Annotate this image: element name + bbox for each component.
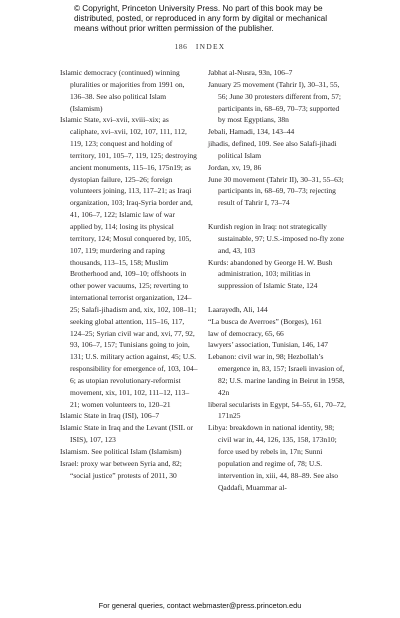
index-column-left	[60, 67, 198, 482]
copyright-line: distributed, posted, or reproduced in any form by digital or mechanical	[74, 14, 328, 24]
index-entry: Libya: breakdown in national identity, 98; civil war in, 44, 126, 135, 158, 173n10; force used by rebels in, 17n; Sunni population and regime of, 78; U.S. intervention in, xiii, 44, 88–89. See also Qaddafi, Muammar al-	[208, 423, 338, 492]
index-entry: Kurdish region in Iraq: not strategically sustainable, 97; U.S.-imposed no-fly zone and, 43, 103	[208, 221, 345, 255]
index-entry: Jabhat al-Nusra, 93n, 106–7	[208, 68, 293, 77]
index-entry: January 25 movement (Tahrir I), 30–31, 55, 56; June 30 protesters different from, 57; participants in, 68–69, 70–73; supported by most Egyptians, 38n	[208, 79, 341, 125]
section-title: INDEX	[195, 42, 226, 51]
index-entry: Jordan, xv, 19, 86	[208, 162, 262, 172]
letter-group-gap	[208, 292, 346, 304]
index-entry: Jebali, Hamadi, 134, 143–44	[208, 127, 295, 137]
index-entry: lawyers’ association, Tunisian, 146, 147	[208, 340, 329, 350]
letter-group-gap	[208, 209, 346, 221]
index-entry: liberal secularists in Egypt, 54–55, 61, 70–72, 171n25	[208, 399, 346, 421]
running-head	[0, 42, 400, 51]
index-entry: jihadis, defined, 109. See also Salafi-jihadi political Islam	[208, 139, 337, 160]
index-entry: Islamic State in Iraq (ISI), 106–7	[60, 411, 160, 421]
index-column-right	[208, 67, 346, 493]
index-entry: Islamic State, xvi–xvii, xviii–xix; as caliphate, xvi–xvii, 102, 107, 111, 112, 119, 123; conquest and holding of territory, 101, 105–7, 119, 125; destroying ancient monuments, 115–16, 175n19; as dystopian failure, 125–26; foreign volunteers joining, 113, 117–21; as Iraqi organization, 103; Iraq-Syria border and, 41, 106–7, 122; Islamic law of war applied by, 114; losing its physical territory, 124; Mosul conquered by, 105, 107, 119; murdering and raping thousands, 113–15, 158; Muslim Brotherhood and, 109–10; offshoots in other power vacuums, 125; reverting to international terrorist organization, 124–25; Salafi-jihadism and, xix, 102, 108–11; seeking global attention, 115–16, 117, 124–25; Syrian civil war and, xvi, 77, 92, 93, 106–7, 157; Tunisians going to join, 131; U.S. military action against, 45; U.S. responsibility for emergence of, 103, 104–6; as utopian revolutionary-reformist movement, xix, 101, 102, 111–12, 113–21; women volunteers to, 120–21	[60, 115, 198, 409]
index-entry: Israel: proxy war between Syria and, 82; “social justice” protests of 2011, 30	[60, 458, 182, 480]
index-entry: Islamism. See political Islam (Islamism)	[60, 447, 182, 456]
index-entry: June 30 movement (Tahrir II), 30–31, 55–63; participants in, 68–69, 70–73; rejecting result of Tahrir I, 73–74	[208, 174, 344, 208]
index-entry: Islamic State in Iraq and the Levant (ISIL or ISIS), 107, 123	[60, 423, 194, 445]
index-entry: Laarayedh, Ali, 144	[208, 304, 268, 314]
page-number: 186	[174, 42, 188, 51]
copyright-notice	[74, 4, 374, 35]
copyright-line: © Copyright, Princeton University Press. No part of this book may be	[74, 4, 323, 13]
index-entry: Islamic democracy (continued) winning pluralities or majorities from 1991 on, 136–38. See also political Islam (Islamism)	[60, 68, 185, 113]
index-entry: Lebanon: civil war in, 98; Hezbollah’s emergence in, 83, 157; Israeli invasion of, 82; U.S. marine landing in Beirut in 1958, 42n	[208, 352, 345, 397]
index-entry: law of democracy, 65, 66	[208, 328, 284, 338]
footer-contact: For general queries, contact webmaster@press.princeton.edu	[98, 601, 302, 610]
index-entry: Kurds: abandoned by George H. W. Bush administration, 103; militias in suppression of Islamic State, 124	[208, 257, 333, 291]
copyright-line: means without prior written permission of the publisher.	[74, 24, 274, 34]
index-entry: “La busca de Averroes” (Borges), 161	[208, 316, 322, 326]
